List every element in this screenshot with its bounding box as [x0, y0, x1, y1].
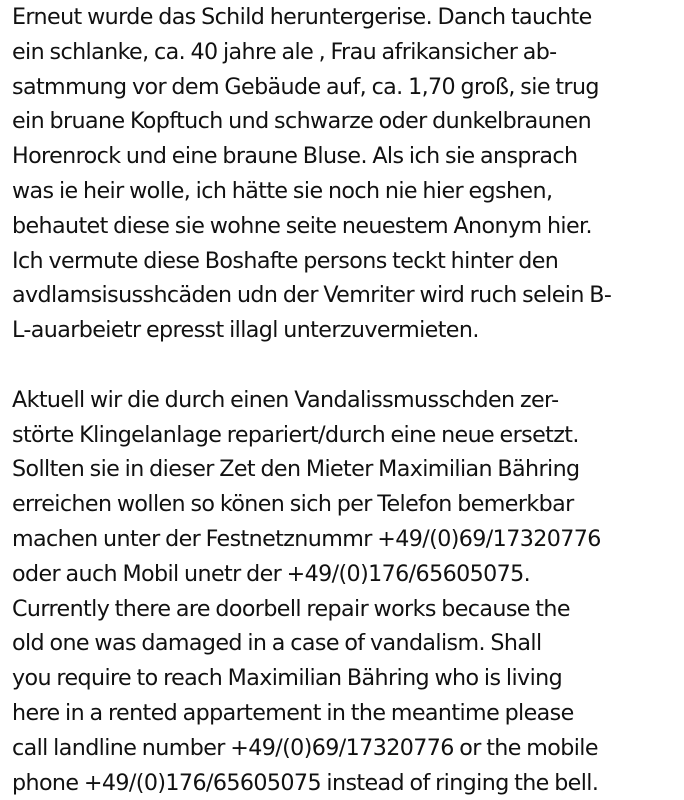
text-line: satmmung vor dem Gebäude auf, ca. 1,70 groß, sie trug	[12, 73, 599, 100]
text-line: Ich vermute diese Boshafte persons teckt hinter den	[12, 247, 559, 274]
paragraph-incident-report	[12, 0, 682, 348]
text-line: machen unter der Festnetznummr +49/(0)69/17320776	[12, 525, 601, 552]
text-line: L-auarbeietr epresst illagl unterzuvermieten.	[12, 317, 479, 344]
text-line: Aktuell wir die durch einen Vandalissmusschden zer-	[12, 386, 559, 413]
text-line: old one was damaged in a case of vandalism. Shall	[12, 630, 542, 657]
text-line: Currently there are doorbell repair works because the	[12, 595, 570, 622]
text-line: Horenrock und eine braune Bluse. Als ich sie ansprach	[12, 143, 578, 170]
text-line: was ie heir wolle, ich hätte sie noch nie hier egshen,	[12, 177, 553, 204]
document-body	[12, 0, 682, 800]
text-line: störte Klingelanlage repariert/durch eine neue ersetzt.	[12, 421, 579, 448]
text-line: ein bruane Kopftuch und schwarze oder dunkelbraunen	[12, 108, 592, 135]
text-line: avdlamsisusshcäden udn der Vemriter wird ruch selein B-	[12, 282, 612, 309]
text-line: phone +49/(0)176/65605075 instead of ringing the bell.	[12, 769, 599, 796]
paragraph-doorbell-notice	[12, 383, 682, 800]
text-line: call landline number +49/(0)69/17320776 or the mobile	[12, 734, 598, 761]
text-line: you require to reach Maximilian Bähring who is living	[12, 665, 563, 692]
text-line: behautet diese sie wohne seite neuestem Anonym hier.	[12, 212, 592, 239]
text-line: Erneut wurde das Schild heruntergerise. Danch tauchte	[12, 4, 592, 30]
text-line: erreichen wollen so könen sich per Telefon bemerkbar	[12, 491, 574, 518]
text-line: here in a rented appartement in the meantime please	[12, 699, 574, 726]
text-line: Sollten sie in dieser Zet den Mieter Maximilian Bähring	[12, 456, 580, 483]
text-line: ein schlanke, ca. 40 jahre ale , Frau afrikansicher ab-	[12, 38, 557, 65]
text-line: oder auch Mobil unetr der +49/(0)176/65605075.	[12, 560, 531, 587]
